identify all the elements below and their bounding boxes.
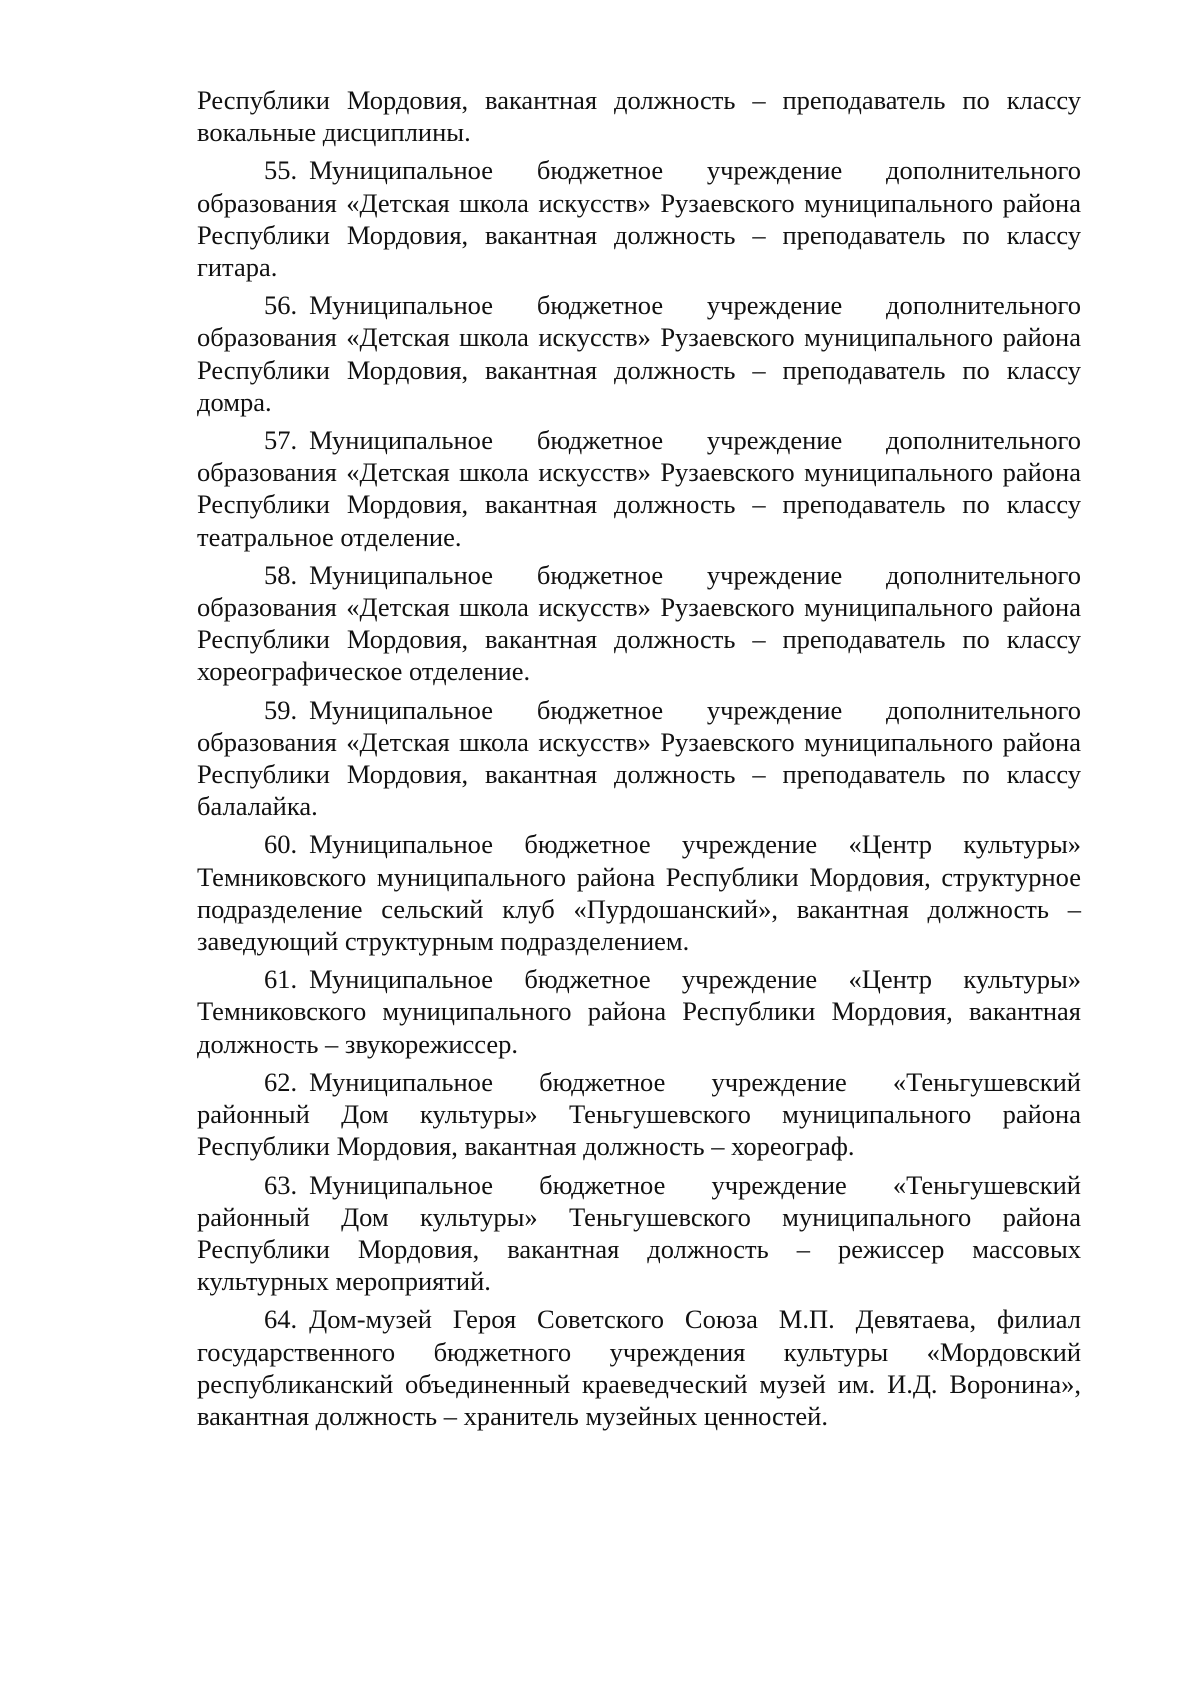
item-number: 57.	[264, 425, 298, 456]
list-item-60	[197, 828, 1081, 957]
list-item-57	[197, 424, 1081, 553]
item-number: 56.	[264, 290, 298, 321]
item-text: Муниципальное бюджетное учреждение дополнительного образования «Детская школа искусств» Рузаевского муниципального района Республики Мордовия, вакантная должность – преподаватель по классу хореографическое отделение.	[197, 559, 1081, 687]
item-number: 63.	[264, 1169, 298, 1200]
item-number: 62.	[264, 1066, 298, 1097]
item-number: 64.	[264, 1304, 298, 1335]
item-number: 58.	[264, 559, 298, 590]
item-text: Муниципальное бюджетное учреждение дополнительного образования «Детская школа искусств» Рузаевского муниципального района Республики Мордовия, вакантная должность – преподаватель по классу балалайка.	[197, 694, 1081, 822]
item-text: Муниципальное бюджетное учреждение «Теньгушевский районный Дом культуры» Теньгушевского муниципального района Республики Мордовия, вакантная должность – хореограф.	[197, 1066, 1081, 1162]
item-text: Муниципальное бюджетное учреждение «Центр культуры» Темниковского муниципального района Республики Мордовия, вакантная должность – звукорежиссер.	[197, 964, 1081, 1059]
document-body	[197, 84, 1081, 1438]
list-item-59	[197, 694, 1081, 823]
item-number: 60.	[264, 829, 298, 860]
item-text: Дом-музей Героя Советского Союза М.П. Девятаева, филиал государственного бюджетного учреждения культуры «Мордовский республиканский объединенный краеведческий музей им. И.Д. Воронина», вакантная должность – хранитель музейных ценностей.	[197, 1304, 1081, 1431]
item-text: Муниципальное бюджетное учреждение дополнительного образования «Детская школа искусств» Рузаевского муниципального района Республики Мордовия, вакантная должность – преподаватель по классу гитара.	[197, 155, 1081, 283]
list-item-58	[197, 559, 1081, 688]
list-item-63	[197, 1169, 1081, 1298]
list-item-61	[197, 963, 1081, 1060]
list-item-64	[197, 1303, 1081, 1432]
item-text: Муниципальное бюджетное учреждение дополнительного образования «Детская школа искусств» Рузаевского муниципального района Республики Мордовия, вакантная должность – преподаватель по классу театральное отделение.	[197, 425, 1081, 552]
list-item-55	[197, 154, 1081, 283]
list-item-56	[197, 289, 1081, 418]
item-number: 55.	[264, 155, 298, 186]
item-number: 61.	[264, 964, 298, 995]
list-item-62	[197, 1066, 1081, 1163]
item-text: Муниципальное бюджетное учреждение «Теньгушевский районный Дом культуры» Теньгушевского муниципального района Республики Мордовия, вакантная должность – режиссер массовых культурных мероприятий.	[197, 1169, 1081, 1297]
item-text: Муниципальное бюджетное учреждение «Центр культуры» Темниковского муниципального района Республики Мордовия, структурное подразделение сельский клуб «Пурдошанский», вакантная должность – заведующий структурным подразделением.	[197, 829, 1081, 957]
item-text: Муниципальное бюджетное учреждение дополнительного образования «Детская школа искусств» Рузаевского муниципального района Республики Мордовия, вакантная должность – преподаватель по классу домра.	[197, 290, 1081, 417]
continuation-paragraph: Республики Мордовия, вакантная должность – преподаватель по классу вокальные дисциплины.	[197, 85, 1081, 148]
item-number: 59.	[264, 694, 298, 725]
